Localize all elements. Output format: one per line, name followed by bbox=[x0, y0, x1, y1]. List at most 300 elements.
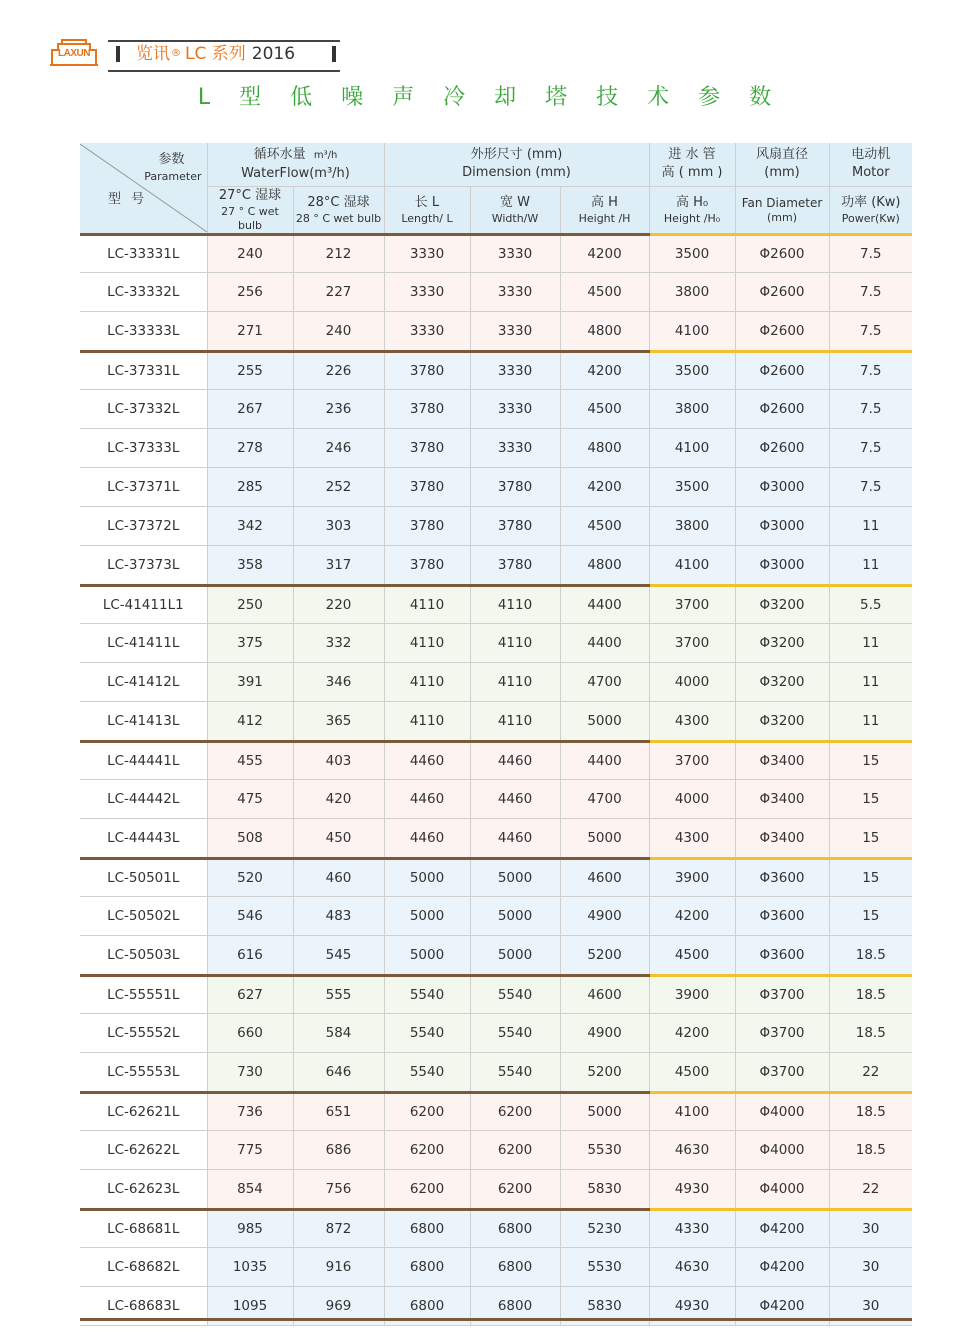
model-cell: LC-55553L bbox=[80, 1052, 207, 1092]
value-cell: 3330 bbox=[384, 311, 470, 351]
inlet-cn2: 高 ( mm ) bbox=[661, 165, 723, 181]
value-cell: Φ2600 bbox=[735, 311, 829, 351]
value-cell: 3780 bbox=[384, 389, 470, 428]
value-cell: 775 bbox=[207, 1130, 293, 1169]
value-cell: 6800 bbox=[384, 1247, 470, 1286]
brand-name: 览讯 bbox=[136, 44, 170, 64]
value-cell: 660 bbox=[207, 1013, 293, 1052]
value-cell: 3780 bbox=[384, 545, 470, 585]
value-cell: 4500 bbox=[649, 1052, 735, 1092]
dim-header bbox=[384, 143, 649, 186]
value-cell: 4110 bbox=[470, 585, 560, 623]
value-cell: 15 bbox=[829, 858, 912, 896]
value-cell: 18.5 bbox=[829, 1130, 912, 1169]
value-cell: 4100 bbox=[649, 1092, 735, 1130]
wb28-cn: 28°C 湿球 bbox=[307, 194, 370, 210]
value-cell: 4300 bbox=[649, 701, 735, 741]
value-cell: 7.5 bbox=[829, 467, 912, 506]
model-cell: LC-44441L bbox=[80, 741, 207, 779]
value-cell: 4400 bbox=[560, 741, 649, 779]
model-cell: LC-62623L bbox=[80, 1169, 207, 1209]
param-en: Parameter bbox=[144, 169, 202, 183]
value-cell: 3330 bbox=[470, 389, 560, 428]
value-cell: 4630 bbox=[649, 1247, 735, 1286]
logo-text: LAXUN bbox=[58, 48, 90, 59]
value-cell: 15 bbox=[829, 741, 912, 779]
value-cell: Φ2600 bbox=[735, 389, 829, 428]
value-cell: 3330 bbox=[384, 234, 470, 272]
value-cell: 11 bbox=[829, 701, 912, 741]
table-row bbox=[80, 1130, 912, 1169]
value-cell: Φ3000 bbox=[735, 506, 829, 545]
value-cell: 730 bbox=[207, 1052, 293, 1092]
value-cell: 4460 bbox=[470, 779, 560, 818]
power-cn: 功率 (Kw) bbox=[841, 194, 901, 210]
table-row bbox=[80, 741, 912, 779]
inlet-cn: 进 水 管 bbox=[668, 147, 716, 163]
hei-en: Height /H bbox=[578, 211, 631, 225]
model-cell: LC-44443L bbox=[80, 818, 207, 858]
value-cell: 3500 bbox=[649, 467, 735, 506]
value-cell: Φ4000 bbox=[735, 1169, 829, 1209]
value-cell: 278 bbox=[207, 428, 293, 467]
value-cell: 3900 bbox=[649, 975, 735, 1013]
fan-cn: 风扇直径 bbox=[756, 147, 809, 163]
table-row bbox=[80, 623, 912, 662]
value-cell: 18.5 bbox=[829, 1013, 912, 1052]
value-cell: 3800 bbox=[649, 272, 735, 311]
value-cell: 256 bbox=[207, 272, 293, 311]
value-cell: 5000 bbox=[470, 896, 560, 935]
value-cell: 4900 bbox=[560, 1013, 649, 1052]
inlet-height-header bbox=[649, 186, 735, 234]
value-cell: 4330 bbox=[649, 1209, 735, 1247]
value-cell: 7.5 bbox=[829, 311, 912, 351]
value-cell: 11 bbox=[829, 545, 912, 585]
value-cell: 6200 bbox=[384, 1092, 470, 1130]
value-cell: 616 bbox=[207, 935, 293, 975]
value-cell: 11 bbox=[829, 662, 912, 701]
value-cell: 220 bbox=[293, 585, 384, 623]
value-cell: Φ3200 bbox=[735, 662, 829, 701]
value-cell: 22 bbox=[829, 1052, 912, 1092]
hei-cn: 高 H bbox=[591, 194, 618, 210]
table-row bbox=[80, 935, 912, 975]
value-cell: 22 bbox=[829, 1169, 912, 1209]
table-row bbox=[80, 351, 912, 389]
value-cell: 5540 bbox=[470, 975, 560, 1013]
value-cell: 627 bbox=[207, 975, 293, 1013]
value-cell: 4900 bbox=[560, 896, 649, 935]
value-cell: 317 bbox=[293, 545, 384, 585]
value-cell: 4800 bbox=[560, 311, 649, 351]
value-cell: 4100 bbox=[649, 545, 735, 585]
height-header bbox=[560, 186, 649, 234]
value-cell: Φ3000 bbox=[735, 467, 829, 506]
value-cell: Φ3200 bbox=[735, 701, 829, 741]
value-cell: 4200 bbox=[560, 234, 649, 272]
value-cell: 6800 bbox=[470, 1209, 560, 1247]
value-cell: 5540 bbox=[384, 1052, 470, 1092]
series-name: LC 系列 bbox=[185, 44, 246, 64]
value-cell: 4110 bbox=[384, 662, 470, 701]
value-cell: 365 bbox=[293, 701, 384, 741]
value-cell: Φ3400 bbox=[735, 818, 829, 858]
value-cell: 30 bbox=[829, 1286, 912, 1325]
value-cell: 5540 bbox=[470, 1052, 560, 1092]
table-row bbox=[80, 428, 912, 467]
value-cell: Φ4200 bbox=[735, 1209, 829, 1247]
value-cell: 4500 bbox=[560, 389, 649, 428]
laxun-logo-icon bbox=[48, 38, 100, 68]
registered-mark: ® bbox=[171, 48, 181, 59]
brand-logo bbox=[48, 36, 100, 70]
value-cell: 271 bbox=[207, 311, 293, 351]
value-cell: 4200 bbox=[560, 467, 649, 506]
len-cn: 长 L bbox=[414, 194, 440, 210]
value-cell: 4800 bbox=[560, 428, 649, 467]
fan-header bbox=[735, 143, 829, 186]
model-cell: LC-55551L bbox=[80, 975, 207, 1013]
value-cell: 651 bbox=[293, 1092, 384, 1130]
value-cell: 3780 bbox=[384, 467, 470, 506]
value-cell: 3780 bbox=[384, 506, 470, 545]
value-cell: 5000 bbox=[470, 935, 560, 975]
series-year: 2016 bbox=[251, 44, 296, 64]
value-cell: 5200 bbox=[560, 1052, 649, 1092]
value-cell: Φ2600 bbox=[735, 234, 829, 272]
value-cell: 5530 bbox=[560, 1247, 649, 1286]
value-cell: 285 bbox=[207, 467, 293, 506]
value-cell: 520 bbox=[207, 858, 293, 896]
value-cell: 18.5 bbox=[829, 935, 912, 975]
table-row bbox=[80, 272, 912, 311]
value-cell: 5000 bbox=[384, 896, 470, 935]
value-cell: 584 bbox=[293, 1013, 384, 1052]
flow-en: WaterFlow(m³/h) bbox=[241, 165, 350, 181]
model-cell: LC-33333L bbox=[80, 311, 207, 351]
fan-diameter-header bbox=[735, 186, 829, 234]
power-header bbox=[829, 186, 912, 234]
value-cell: 18.5 bbox=[829, 975, 912, 1013]
table-row bbox=[80, 1169, 912, 1209]
value-cell: 3780 bbox=[384, 428, 470, 467]
value-cell: 5540 bbox=[470, 1013, 560, 1052]
wb28-header bbox=[293, 186, 384, 234]
value-cell: 420 bbox=[293, 779, 384, 818]
value-cell: 4000 bbox=[649, 779, 735, 818]
value-cell: 5230 bbox=[560, 1209, 649, 1247]
value-cell: 4800 bbox=[560, 545, 649, 585]
value-cell: 15 bbox=[829, 896, 912, 935]
table-row bbox=[80, 506, 912, 545]
value-cell: 5000 bbox=[384, 858, 470, 896]
value-cell: 255 bbox=[207, 351, 293, 389]
table-row bbox=[80, 1013, 912, 1052]
table-row bbox=[80, 234, 912, 272]
model-cell: LC-37373L bbox=[80, 545, 207, 585]
model-cell: LC-50501L bbox=[80, 858, 207, 896]
value-cell: 3800 bbox=[649, 389, 735, 428]
value-cell: 555 bbox=[293, 975, 384, 1013]
table-row bbox=[80, 1052, 912, 1092]
value-cell: 3330 bbox=[470, 428, 560, 467]
value-cell: 756 bbox=[293, 1169, 384, 1209]
value-cell: 7.5 bbox=[829, 351, 912, 389]
value-cell: 4110 bbox=[384, 623, 470, 662]
value-cell: 212 bbox=[293, 234, 384, 272]
value-cell: 985 bbox=[207, 1209, 293, 1247]
spec-table bbox=[80, 143, 912, 1326]
value-cell: 4100 bbox=[649, 311, 735, 351]
value-cell: 5000 bbox=[384, 935, 470, 975]
value-cell: 872 bbox=[293, 1209, 384, 1247]
value-cell: 686 bbox=[293, 1130, 384, 1169]
value-cell: 240 bbox=[207, 234, 293, 272]
value-cell: 30 bbox=[829, 1247, 912, 1286]
value-cell: 6200 bbox=[384, 1169, 470, 1209]
model-cell: LC-41411L bbox=[80, 623, 207, 662]
value-cell: 3700 bbox=[649, 741, 735, 779]
value-cell: 267 bbox=[207, 389, 293, 428]
value-cell: 6800 bbox=[384, 1209, 470, 1247]
value-cell: 483 bbox=[293, 896, 384, 935]
value-cell: 5000 bbox=[560, 701, 649, 741]
value-cell: 4930 bbox=[649, 1286, 735, 1325]
fan-en2: (mm) bbox=[767, 210, 798, 224]
table-row bbox=[80, 701, 912, 741]
value-cell: 391 bbox=[207, 662, 293, 701]
model-cell: LC-68681L bbox=[80, 1209, 207, 1247]
model-cn: 型 号 bbox=[108, 191, 148, 207]
value-cell: 4600 bbox=[560, 858, 649, 896]
value-cell: 236 bbox=[293, 389, 384, 428]
value-cell: 246 bbox=[293, 428, 384, 467]
value-cell: 4500 bbox=[560, 506, 649, 545]
value-cell: 5530 bbox=[560, 1130, 649, 1169]
value-cell: 1035 bbox=[207, 1247, 293, 1286]
value-cell: 4400 bbox=[560, 623, 649, 662]
value-cell: Φ2600 bbox=[735, 428, 829, 467]
value-cell: 545 bbox=[293, 935, 384, 975]
value-cell: 916 bbox=[293, 1247, 384, 1286]
flow-header bbox=[207, 143, 384, 186]
value-cell: 3330 bbox=[470, 311, 560, 351]
value-cell: 3780 bbox=[470, 506, 560, 545]
value-cell: 346 bbox=[293, 662, 384, 701]
table-row bbox=[80, 858, 912, 896]
value-cell: 4500 bbox=[649, 935, 735, 975]
model-cell: LC-41413L bbox=[80, 701, 207, 741]
model-cell: LC-37331L bbox=[80, 351, 207, 389]
value-cell: 412 bbox=[207, 701, 293, 741]
model-cell: LC-37332L bbox=[80, 389, 207, 428]
value-cell: 11 bbox=[829, 623, 912, 662]
value-cell: 15 bbox=[829, 818, 912, 858]
model-cell: LC-50502L bbox=[80, 896, 207, 935]
value-cell: 969 bbox=[293, 1286, 384, 1325]
value-cell: 3780 bbox=[470, 545, 560, 585]
value-cell: Φ3600 bbox=[735, 896, 829, 935]
flow-cn: 循环水量 bbox=[253, 146, 306, 162]
value-cell: 4700 bbox=[560, 779, 649, 818]
value-cell: Φ3600 bbox=[735, 935, 829, 975]
value-cell: 332 bbox=[293, 623, 384, 662]
value-cell: Φ3700 bbox=[735, 1013, 829, 1052]
table-row bbox=[80, 662, 912, 701]
value-cell: 4110 bbox=[470, 662, 560, 701]
value-cell: 508 bbox=[207, 818, 293, 858]
value-cell: Φ3000 bbox=[735, 545, 829, 585]
value-cell: 3700 bbox=[649, 623, 735, 662]
value-cell: 358 bbox=[207, 545, 293, 585]
model-cell: LC-44442L bbox=[80, 779, 207, 818]
bottom-rule bbox=[80, 1318, 912, 1321]
value-cell: 5200 bbox=[560, 935, 649, 975]
len-en: Length/ L bbox=[401, 211, 453, 225]
value-cell: 4630 bbox=[649, 1130, 735, 1169]
value-cell: 450 bbox=[293, 818, 384, 858]
value-cell: 4600 bbox=[560, 975, 649, 1013]
value-cell: 5000 bbox=[560, 1092, 649, 1130]
value-cell: 4500 bbox=[560, 272, 649, 311]
param-cn: 参数 bbox=[158, 151, 185, 167]
value-cell: 250 bbox=[207, 585, 293, 623]
inlet-header bbox=[649, 143, 735, 186]
value-cell: 7.5 bbox=[829, 234, 912, 272]
value-cell: 5.5 bbox=[829, 585, 912, 623]
value-cell: 227 bbox=[293, 272, 384, 311]
flow-unit: m³/h bbox=[313, 149, 338, 161]
value-cell: Φ4200 bbox=[735, 1247, 829, 1286]
value-cell: 4460 bbox=[384, 818, 470, 858]
table-row bbox=[80, 1247, 912, 1286]
value-cell: 3780 bbox=[384, 351, 470, 389]
model-cell: LC-33332L bbox=[80, 272, 207, 311]
value-cell: 455 bbox=[207, 741, 293, 779]
table-row bbox=[80, 311, 912, 351]
value-cell: Φ2600 bbox=[735, 351, 829, 389]
value-cell: 4460 bbox=[470, 818, 560, 858]
model-cell: LC-37371L bbox=[80, 467, 207, 506]
value-cell: 6200 bbox=[470, 1092, 560, 1130]
value-cell: 6800 bbox=[470, 1247, 560, 1286]
value-cell: 15 bbox=[829, 779, 912, 818]
power-en: Power(Kw) bbox=[841, 211, 900, 225]
value-cell: 546 bbox=[207, 896, 293, 935]
value-cell: 252 bbox=[293, 467, 384, 506]
motor-en: Motor bbox=[851, 165, 890, 181]
value-cell: 5000 bbox=[560, 818, 649, 858]
value-cell: 4200 bbox=[649, 1013, 735, 1052]
wid-cn: 宽 W bbox=[500, 194, 530, 210]
width-header bbox=[470, 186, 560, 234]
value-cell: Φ3400 bbox=[735, 741, 829, 779]
value-cell: 3780 bbox=[470, 467, 560, 506]
value-cell: Φ3200 bbox=[735, 585, 829, 623]
value-cell: 342 bbox=[207, 506, 293, 545]
value-cell: 18.5 bbox=[829, 1092, 912, 1130]
fan-cn2: (mm) bbox=[764, 165, 800, 181]
header-bar-left bbox=[116, 46, 120, 62]
table-row bbox=[80, 818, 912, 858]
value-cell: Φ2600 bbox=[735, 272, 829, 311]
value-cell: 4110 bbox=[384, 585, 470, 623]
value-cell: 403 bbox=[293, 741, 384, 779]
corner-header bbox=[80, 143, 207, 234]
motor-header bbox=[829, 143, 912, 186]
value-cell: 4200 bbox=[560, 351, 649, 389]
model-cell: LC-33331L bbox=[80, 234, 207, 272]
value-cell: 226 bbox=[293, 351, 384, 389]
value-cell: 5000 bbox=[470, 858, 560, 896]
value-cell: 240 bbox=[293, 311, 384, 351]
value-cell: 3900 bbox=[649, 858, 735, 896]
value-cell: 4110 bbox=[470, 701, 560, 741]
wb27-header bbox=[207, 186, 293, 234]
value-cell: Φ4200 bbox=[735, 1286, 829, 1325]
value-cell: 3330 bbox=[384, 272, 470, 311]
table-row bbox=[80, 1209, 912, 1247]
value-cell: 4400 bbox=[560, 585, 649, 623]
value-cell: 303 bbox=[293, 506, 384, 545]
model-cell: LC-55552L bbox=[80, 1013, 207, 1052]
model-cell: LC-50503L bbox=[80, 935, 207, 975]
value-cell: 4930 bbox=[649, 1169, 735, 1209]
value-cell: 3500 bbox=[649, 351, 735, 389]
inlet-h-en: Height /H₀ bbox=[663, 211, 721, 225]
value-cell: 6200 bbox=[470, 1169, 560, 1209]
value-cell: 3330 bbox=[470, 234, 560, 272]
value-cell: 646 bbox=[293, 1052, 384, 1092]
value-cell: 4100 bbox=[649, 428, 735, 467]
model-cell: LC-62621L bbox=[80, 1092, 207, 1130]
model-cell: LC-41412L bbox=[80, 662, 207, 701]
value-cell: 736 bbox=[207, 1092, 293, 1130]
inlet-h-cn: 高 H₀ bbox=[675, 194, 709, 210]
value-cell: 5540 bbox=[384, 1013, 470, 1052]
value-cell: 4460 bbox=[384, 779, 470, 818]
value-cell: 6800 bbox=[470, 1286, 560, 1325]
value-cell: 6200 bbox=[384, 1130, 470, 1169]
table-row bbox=[80, 896, 912, 935]
model-cell: LC-62622L bbox=[80, 1130, 207, 1169]
value-cell: 1095 bbox=[207, 1286, 293, 1325]
value-cell: 4200 bbox=[649, 896, 735, 935]
header-bar-right bbox=[332, 46, 336, 62]
value-cell: 11 bbox=[829, 506, 912, 545]
table-row bbox=[80, 585, 912, 623]
series-label bbox=[136, 42, 295, 66]
table-row bbox=[80, 1092, 912, 1130]
value-cell: 4300 bbox=[649, 818, 735, 858]
spec-table-body bbox=[80, 234, 912, 1325]
model-cell: LC-68682L bbox=[80, 1247, 207, 1286]
value-cell: Φ4000 bbox=[735, 1130, 829, 1169]
value-cell: 475 bbox=[207, 779, 293, 818]
wb27-en: 27 ° C wet bulb bbox=[221, 204, 279, 232]
value-cell: 4110 bbox=[384, 701, 470, 741]
value-cell: 460 bbox=[293, 858, 384, 896]
value-cell: 4460 bbox=[470, 741, 560, 779]
table-row bbox=[80, 467, 912, 506]
model-cell: LC-41411L1 bbox=[80, 585, 207, 623]
value-cell: 3500 bbox=[649, 234, 735, 272]
value-cell: 854 bbox=[207, 1169, 293, 1209]
value-cell: Φ3600 bbox=[735, 858, 829, 896]
value-cell: 7.5 bbox=[829, 389, 912, 428]
model-cell: LC-68683L bbox=[80, 1286, 207, 1325]
